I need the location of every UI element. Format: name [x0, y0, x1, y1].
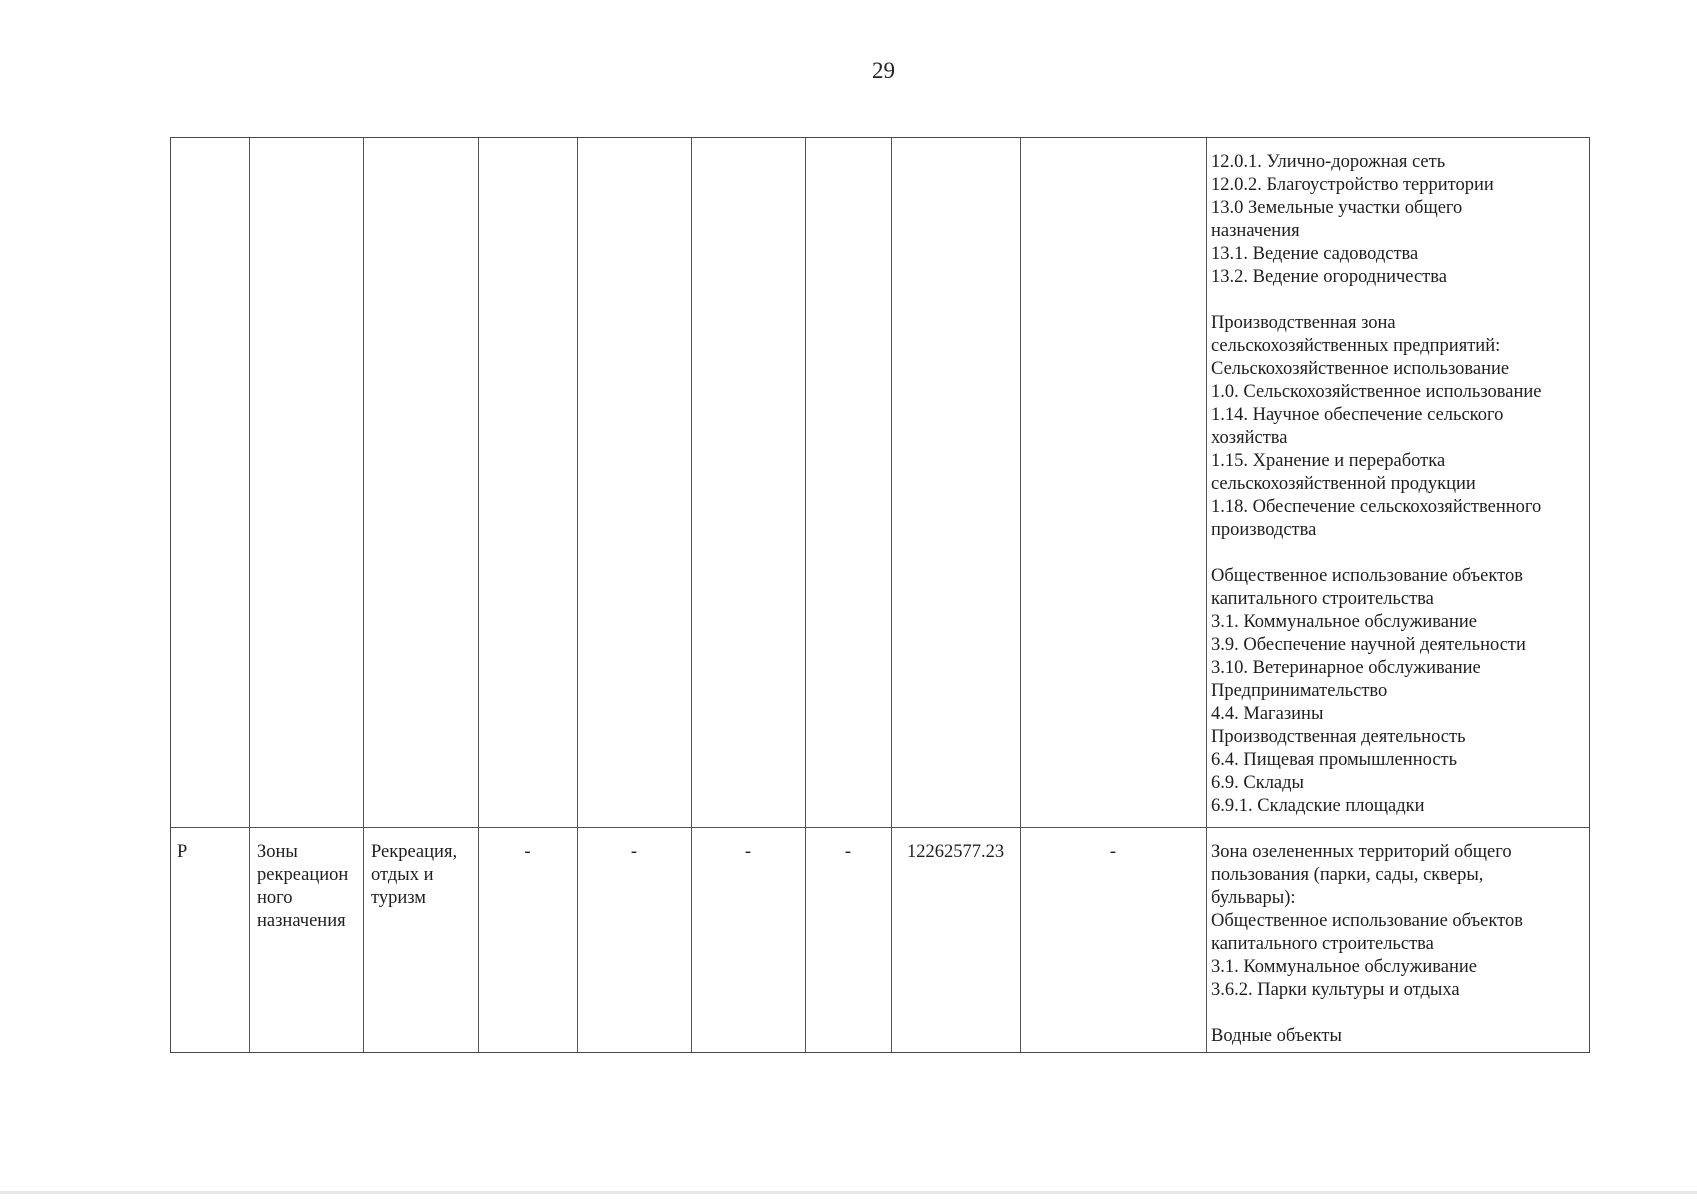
row-2-description — [1211, 841, 1523, 1048]
text-line: 4.4. Магазины — [1211, 704, 1324, 724]
text-line: 3.6.2. Парки культуры и отдыха — [1211, 980, 1460, 1000]
page-number: 29 — [872, 58, 895, 83]
text-line: 3.9. Обеспечение научной деятельности — [1211, 635, 1526, 655]
text-line: Предпринимательство — [1211, 681, 1388, 701]
text-line: Производственная зона — [1211, 313, 1396, 333]
text-line: сельскохозяйственных предприятий: — [1211, 336, 1501, 356]
text-line: пользования (парки, сады, скверы, — [1211, 865, 1484, 885]
text-line: Общественное использование объектов — [1211, 911, 1523, 931]
text-line: назначения — [1211, 221, 1300, 241]
row-2-col-9: - — [1109, 842, 1117, 862]
text-line: 1.15. Хранение и переработка — [1211, 451, 1446, 471]
text-line: 13.1. Ведение садоводства — [1211, 244, 1419, 264]
text-line: 1.0. Сельскохозяйственное использование — [1211, 382, 1542, 402]
text-line: Зона озелененных территорий общего — [1211, 842, 1512, 862]
column-divider — [805, 138, 806, 1052]
text-line: Сельскохозяйственное использование — [1211, 359, 1510, 379]
row-2-col-5: - — [630, 842, 638, 862]
column-divider — [478, 138, 479, 1052]
text-line: 3.10. Ветеринарное обслуживание — [1211, 658, 1481, 678]
row-2-area: 12262577.23 — [906, 842, 1005, 862]
text-line: 6.9. Склады — [1211, 773, 1304, 793]
text-line: назначения — [257, 911, 346, 931]
row-2-col-6: - — [744, 842, 752, 862]
text-line: 1.18. Обеспечение сельскохозяйственного — [1211, 497, 1542, 517]
column-divider — [691, 138, 692, 1052]
row-2-zone-name — [257, 841, 348, 933]
column-divider — [1206, 138, 1207, 1052]
text-line: сельскохозяйственной продукции — [1211, 474, 1476, 494]
text-line: 13.2. Ведение огородничества — [1211, 267, 1447, 287]
text-line: капитального строительства — [1211, 589, 1434, 609]
row-2-col-4: - — [524, 842, 531, 862]
text-line: производства — [1211, 520, 1317, 540]
row-divider — [171, 827, 1589, 828]
text-line: Общественное использование объектов — [1211, 566, 1523, 586]
row-2-zone-code: Р — [177, 842, 188, 862]
scan-edge — [0, 1191, 1697, 1194]
blank-line — [1211, 289, 1541, 312]
text-line: 13.0 Земельные участки общего — [1211, 198, 1463, 218]
text-line: Производственная деятельность — [1211, 727, 1466, 747]
blank-line — [1211, 1002, 1523, 1025]
text-line: туризм — [371, 888, 426, 908]
column-divider — [891, 138, 892, 1052]
column-divider — [249, 138, 250, 1052]
text-line: 6.9.1. Складские площадки — [1211, 796, 1425, 816]
text-line: 1.14. Научное обеспечение сельского — [1211, 405, 1504, 425]
text-line: Водные объекты — [1211, 1026, 1342, 1046]
text-line: 3.1. Коммунальное обслуживание — [1211, 612, 1478, 632]
text-line: рекреацион — [257, 865, 349, 885]
text-line: отдых и — [371, 865, 434, 885]
text-line: хозяйства — [1211, 428, 1288, 448]
text-line: 12.0.1. Улично-дорожная сеть — [1211, 152, 1446, 172]
text-line: 3.1. Коммунальное обслуживание — [1211, 957, 1478, 977]
text-line: бульвары): — [1211, 888, 1296, 908]
row-2-purpose — [371, 841, 457, 910]
row-1-description — [1211, 151, 1541, 818]
column-divider — [577, 138, 578, 1052]
text-line: капитального строительства — [1211, 934, 1434, 954]
text-line: 12.0.2. Благоустройство территории — [1211, 175, 1494, 195]
text-line: Рекреация, — [371, 842, 458, 862]
text-line: Зоны — [257, 842, 298, 862]
text-line: ного — [257, 888, 293, 908]
column-divider — [1020, 138, 1021, 1052]
text-line: 6.4. Пищевая промышленность — [1211, 750, 1458, 770]
blank-line — [1211, 542, 1541, 565]
zone-table — [170, 137, 1590, 1053]
row-2-col-7: - — [844, 842, 852, 862]
column-divider — [363, 138, 364, 1052]
